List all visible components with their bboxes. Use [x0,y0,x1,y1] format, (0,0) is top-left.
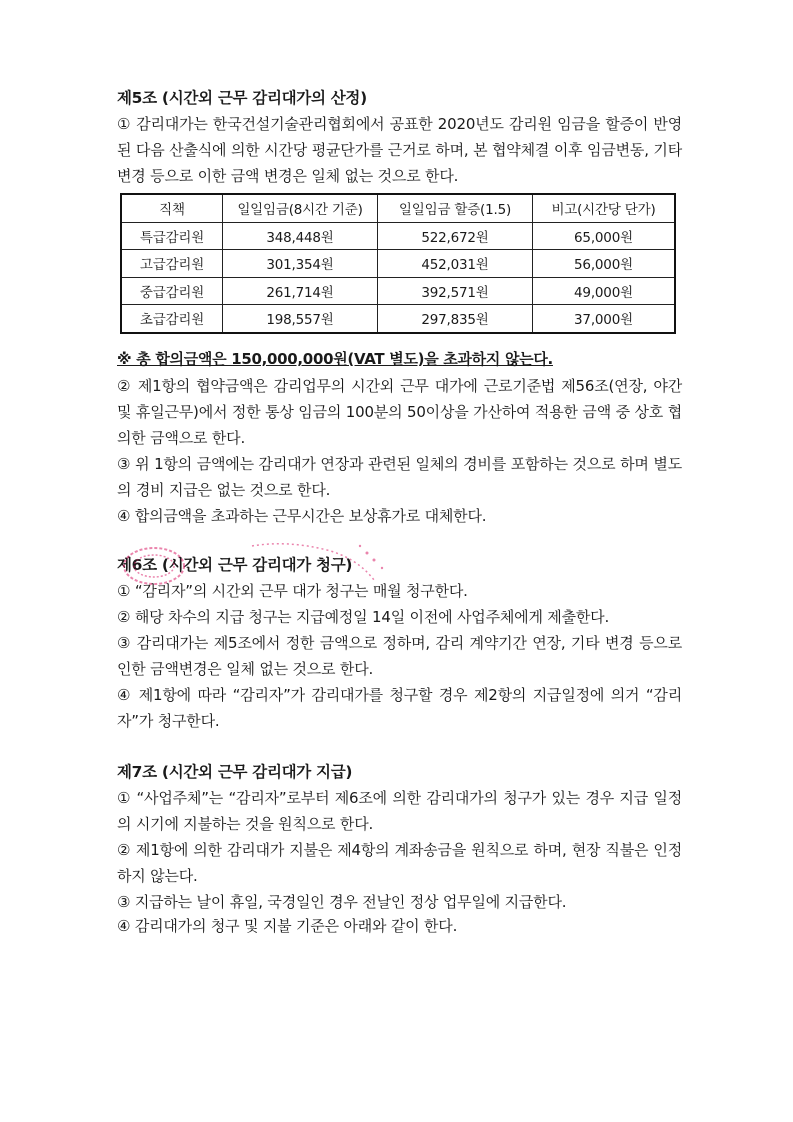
article-6-para-4: ④ 제1항에 따라 “감리자”가 감리대가를 청구할 경우 제2항의 지급일정에 의거 “감리자”가 청구한다. [117,686,682,730]
article-5-para-2: ② 제1항의 협약금액은 감리업무의 시간외 근무 대가에 근로기준법 제56조(연장, 야간 및 휴일근무)에서 정한 통상 임금의 100분의 50이상을 가산하여 적용한 금액 중 상호 협의한 금액으로 한다. [117,377,682,447]
table-cell: 348,448원 [223,222,378,250]
article-6-para-3: ③ 감리대가는 제5조에서 정한 금액으로 정하며, 감리 계약기간 연장, 기타 변경 등으로 인한 금액변경은 일체 없는 것으로 한다. [117,634,682,678]
table-cell: 초급감리원 [121,305,223,333]
table-cell: 37,000원 [533,305,676,333]
article-7-heading: 제7조 (시간외 근무 감리대가 지급) [117,763,353,781]
table-cell: 297,835원 [378,305,533,333]
article-5-heading: 제5조 (시간외 근무 감리대가의 산정) [117,89,367,107]
wage-table [120,193,676,334]
table-cell: 49,000원 [533,277,676,305]
article-6-para-1: ① “감리자”의 시간외 근무 대가 청구는 매월 청구한다. [117,582,468,600]
article-7-para-2: ② 제1항에 의한 감리대가 지불은 제4항의 계좌송금을 원칙으로 하며, 현장 직불은 인정하지 않는다. [117,841,682,885]
table-row [121,222,675,250]
table-cell: 522,672원 [378,222,533,250]
table-cell: 392,571원 [378,277,533,305]
article-7-para-1: ① “사업주체”는 “감리자”로부터 제6조에 의한 감리대가의 청구가 있는 경우 지급 일정의 시기에 지불하는 것을 원칙으로 한다. [117,789,682,833]
table-row [121,250,675,278]
article-5-para-4: ④ 합의금액을 초과하는 근무시간은 보상휴가로 대체한다. [117,507,487,525]
table-cell: 452,031원 [378,250,533,278]
table-cell: 56,000원 [533,250,676,278]
table-cell: 261,714원 [223,277,378,305]
wage-table-header-row [121,194,675,222]
table-cell: 중급감리원 [121,277,223,305]
table-cell: 301,354원 [223,250,378,278]
table-cell: 65,000원 [533,222,676,250]
header-position: 직책 [121,194,223,222]
table-row [121,305,675,333]
article-5-para-3: ③ 위 1항의 금액에는 감리대가 연장과 관련된 일체의 경비를 포함하는 것으로 하며 별도의 경비 지급은 없는 것으로 한다. [117,455,682,499]
article-6-para-2: ② 해당 차수의 지급 청구는 지급예정일 14일 이전에 사업주체에게 제출한다. [117,608,610,626]
header-daily-wage: 일일임금(8시간 기준) [223,194,378,222]
article-7-para-3: ③ 지급하는 날이 휴일, 국경일인 경우 전날인 정상 업무일에 지급한다. [117,893,567,911]
header-daily-wage-premium: 일일임금 할증(1.5) [378,194,533,222]
article-6-heading: 제6조 (시간외 근무 감리대가 청구) [117,556,353,574]
table-row [121,277,675,305]
article-7-para-4: ④ 감리대가의 청구 및 지불 기준은 아래와 같이 한다. [117,917,458,935]
table-cell: 고급감리원 [121,250,223,278]
article-5-para-1: ① 감리대가는 한국건설기술관리협회에서 공표한 2020년도 감리원 임금을 할증이 반영된 다음 산출식에 의한 시간당 평균단가를 근거로 하며, 본 협약체결 이후 임금변동, 기타 변경 등으로 이한 금액 변경은 일체 없는 것으로 한다. [117,115,682,185]
total-amount-note: ※ 총 합의금액은 150,000,000원(VAT 별도)을 초과하지 않는다. [117,350,553,368]
header-hourly-rate: 비고(시간당 단가) [533,194,676,222]
table-cell: 특급감리원 [121,222,223,250]
table-cell: 198,557원 [223,305,378,333]
